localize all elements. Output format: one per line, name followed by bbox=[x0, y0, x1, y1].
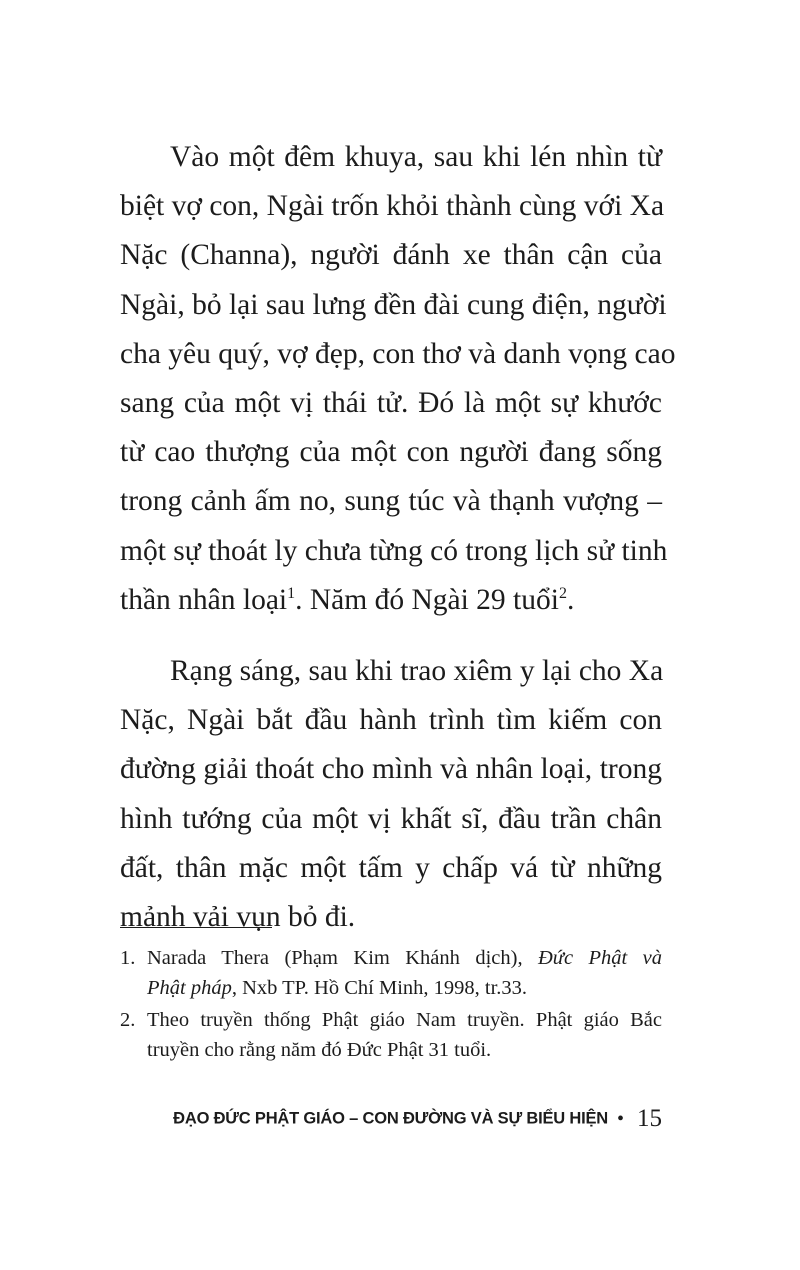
text-segment: . bbox=[566, 583, 575, 616]
text-line: mảnh vải vụn bỏ đi. bbox=[120, 901, 356, 934]
text-segment: . Năm đó Ngài 29 tuổi bbox=[295, 583, 559, 616]
text-line: sang của một vị thái tử. Đó là một sự khước bbox=[120, 387, 662, 420]
text-line: biệt vợ con, Ngài trốn khỏi thành cùng với Xa bbox=[120, 190, 665, 223]
footnote-text: Narada Thera (Phạm Kim Khánh dịch), bbox=[147, 947, 538, 969]
bullet-separator: • bbox=[616, 1107, 624, 1130]
footnote-text: , Nxb TP. Hồ Chí Minh, 1998, tr.33. bbox=[231, 976, 528, 999]
text-line: Vào một đêm khuya, sau khi lén nhìn từ bbox=[170, 141, 662, 173]
page-number: 15 bbox=[637, 1105, 662, 1132]
text-line: đất, thân mặc một tấm y chấp vá từ những bbox=[120, 851, 662, 884]
footnote-line bbox=[147, 944, 662, 974]
text-line-with-refs bbox=[120, 576, 662, 625]
text-line: trong cảnh ấm no, sung túc và thạnh vượng – bbox=[120, 485, 662, 518]
text-line: Rạng sáng, sau khi trao xiêm y lại cho Xa bbox=[170, 655, 664, 688]
text-line: Ngài, bỏ lại sau lưng đền đài cung điện, người bbox=[120, 288, 667, 321]
text-line: đường giải thoát cho mình và nhân loại, trong bbox=[120, 753, 662, 786]
footnotes bbox=[120, 944, 662, 1065]
footnote-number: 1. bbox=[120, 947, 136, 969]
footnote-line bbox=[147, 974, 662, 1004]
footnote-2 bbox=[120, 1006, 662, 1065]
footnote-number: 2. bbox=[120, 1009, 136, 1031]
running-title: ĐẠO ĐỨC PHẬT GIÁO – CON ĐƯỜNG VÀ SỰ BIỂU HIỆN bbox=[173, 1109, 608, 1128]
footnote-divider bbox=[120, 927, 272, 928]
text-line: Nặc, Ngài bắt đầu hành trình tìm kiếm con bbox=[120, 704, 662, 737]
text-line: Nặc (Channa), người đánh xe thân cận của bbox=[120, 239, 662, 272]
text-line: hình tướng của một vị khất sĩ, đầu trần chân bbox=[120, 802, 662, 835]
body-text bbox=[120, 133, 676, 942]
footnote-ref-2[interactable]: 2 bbox=[558, 584, 567, 602]
paragraph-2 bbox=[120, 647, 662, 942]
footnote-ref-1[interactable]: 1 bbox=[287, 584, 296, 602]
text-line: cha yêu quý, vợ đẹp, con thơ và danh vọng cao bbox=[120, 337, 676, 370]
text-segment: thần nhân loại bbox=[120, 583, 288, 616]
page-footer bbox=[0, 1105, 662, 1133]
footnote-line: truyền cho rằng năm đó Đức Phật 31 tuổi. bbox=[147, 1038, 492, 1061]
book-title: Phật pháp bbox=[147, 976, 232, 999]
book-title: Đức Phật và bbox=[538, 947, 662, 969]
text-line: một sự thoát ly chưa từng có trong lịch sử tinh bbox=[120, 534, 668, 567]
text-line: từ cao thượng của một con người đang sống bbox=[120, 436, 662, 469]
paragraph-1 bbox=[120, 133, 676, 625]
footnote-1 bbox=[120, 944, 662, 1003]
footnote-line: Theo truyền thống Phật giáo Nam truyền. Phật giáo Bắc bbox=[147, 1009, 662, 1031]
